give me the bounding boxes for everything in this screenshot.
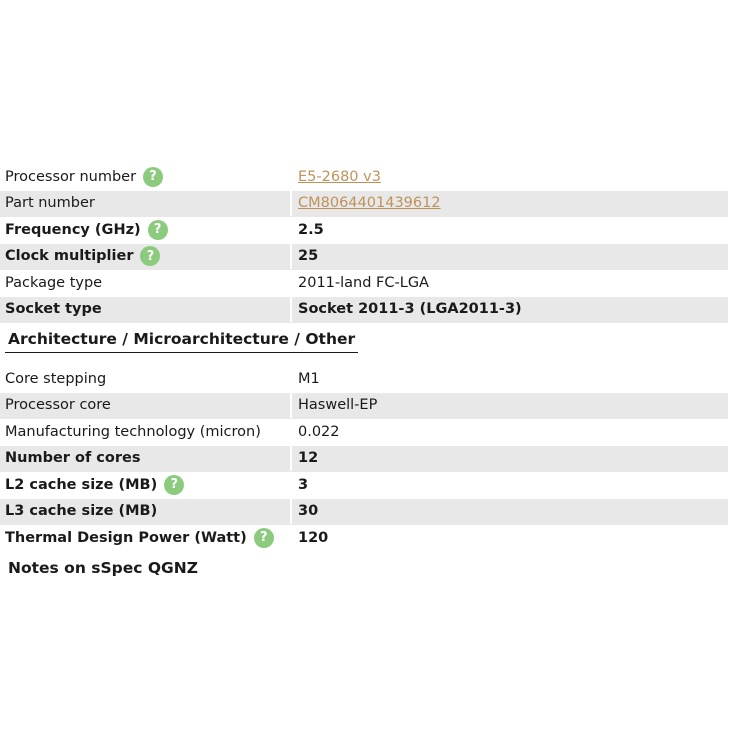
processor-spec-table — [0, 164, 728, 323]
architecture-section-heading: Architecture / Microarchitecture / Other — [5, 330, 358, 353]
spec-value-cell — [290, 270, 728, 296]
spec-label: Processor number — [5, 168, 137, 185]
spec-value: 120 — [298, 529, 329, 546]
spec-value-cell — [290, 499, 728, 525]
spec-label: Processor core — [5, 397, 111, 414]
spec-value: 0.022 — [298, 423, 340, 440]
spec-row-part-number — [0, 191, 728, 218]
spec-value: 25 — [298, 248, 319, 265]
spec-label-cell — [0, 191, 290, 217]
spec-value-cell — [290, 366, 728, 392]
spec-label-cell — [0, 164, 290, 190]
spec-label-cell — [0, 270, 290, 296]
spec-label: Thermal Design Power (Watt) — [5, 529, 247, 546]
spec-label: Number of cores — [5, 450, 141, 467]
spec-label-cell — [0, 393, 290, 419]
spec-value-cell — [290, 525, 728, 551]
architecture-spec-table — [0, 366, 728, 552]
spec-value-cell — [290, 472, 728, 498]
spec-label: Part number — [5, 195, 95, 212]
spec-label: Clock multiplier — [5, 248, 134, 265]
spec-label-cell — [0, 217, 290, 243]
spec-value-cell — [290, 244, 728, 270]
help-icon[interactable]: ? — [148, 220, 168, 240]
spec-value-cell — [290, 217, 728, 243]
spec-row-package-type — [0, 270, 728, 297]
help-icon[interactable]: ? — [254, 528, 274, 548]
spec-row-core-stepping — [0, 366, 728, 393]
spec-label: L2 cache size (MB) — [5, 476, 158, 493]
spec-row-processor-core — [0, 393, 728, 420]
spec-value-cell — [290, 191, 728, 217]
spec-row-frequency-ghz — [0, 217, 728, 244]
spec-row-number-of-cores — [0, 446, 728, 473]
spec-label-cell — [0, 499, 290, 525]
spec-label: Manufacturing technology (micron) — [5, 423, 261, 440]
spec-label-cell — [0, 419, 290, 445]
spec-value-cell — [290, 297, 728, 323]
spec-label: Package type — [5, 274, 103, 291]
spec-label: Core stepping — [5, 370, 107, 387]
spec-value: 30 — [298, 503, 319, 520]
spec-label: Socket type — [5, 301, 102, 318]
spec-value: Socket 2011-3 (LGA2011-3) — [298, 301, 522, 318]
help-icon[interactable]: ? — [143, 167, 163, 187]
spec-value: 2011-land FC-LGA — [298, 274, 429, 291]
spec-label-cell — [0, 446, 290, 472]
spec-row-thermal-design-power-watt — [0, 525, 728, 552]
spec-row-manufacturing-technology-micron — [0, 419, 728, 446]
spec-value-link[interactable]: E5-2680 v3 — [298, 168, 381, 185]
spec-row-l3-cache-size-mb — [0, 499, 728, 526]
help-icon[interactable]: ? — [140, 246, 160, 266]
spec-value-cell — [290, 164, 728, 190]
notes-heading: Notes on sSpec QGNZ — [8, 559, 198, 577]
spec-row-socket-type — [0, 297, 728, 324]
spec-label: L3 cache size (MB) — [5, 503, 158, 520]
spec-row-clock-multiplier — [0, 244, 728, 271]
spec-value-cell — [290, 446, 728, 472]
help-icon[interactable]: ? — [164, 475, 184, 495]
spec-value: 12 — [298, 450, 319, 467]
spec-label-cell — [0, 472, 290, 498]
spec-row-l2-cache-size-mb — [0, 472, 728, 499]
spec-label: Frequency (GHz) — [5, 221, 141, 238]
spec-row-processor-number — [0, 164, 728, 191]
spec-value-cell — [290, 419, 728, 445]
spec-label-cell — [0, 366, 290, 392]
spec-value: Haswell-EP — [298, 397, 378, 414]
spec-label-cell — [0, 244, 290, 270]
spec-value: 2.5 — [298, 221, 324, 238]
spec-label-cell — [0, 525, 290, 551]
spec-value-cell — [290, 393, 728, 419]
spec-value-link[interactable]: CM8064401439612 — [298, 195, 441, 212]
spec-label-cell — [0, 297, 290, 323]
spec-value: M1 — [298, 370, 320, 387]
spec-value: 3 — [298, 476, 309, 493]
